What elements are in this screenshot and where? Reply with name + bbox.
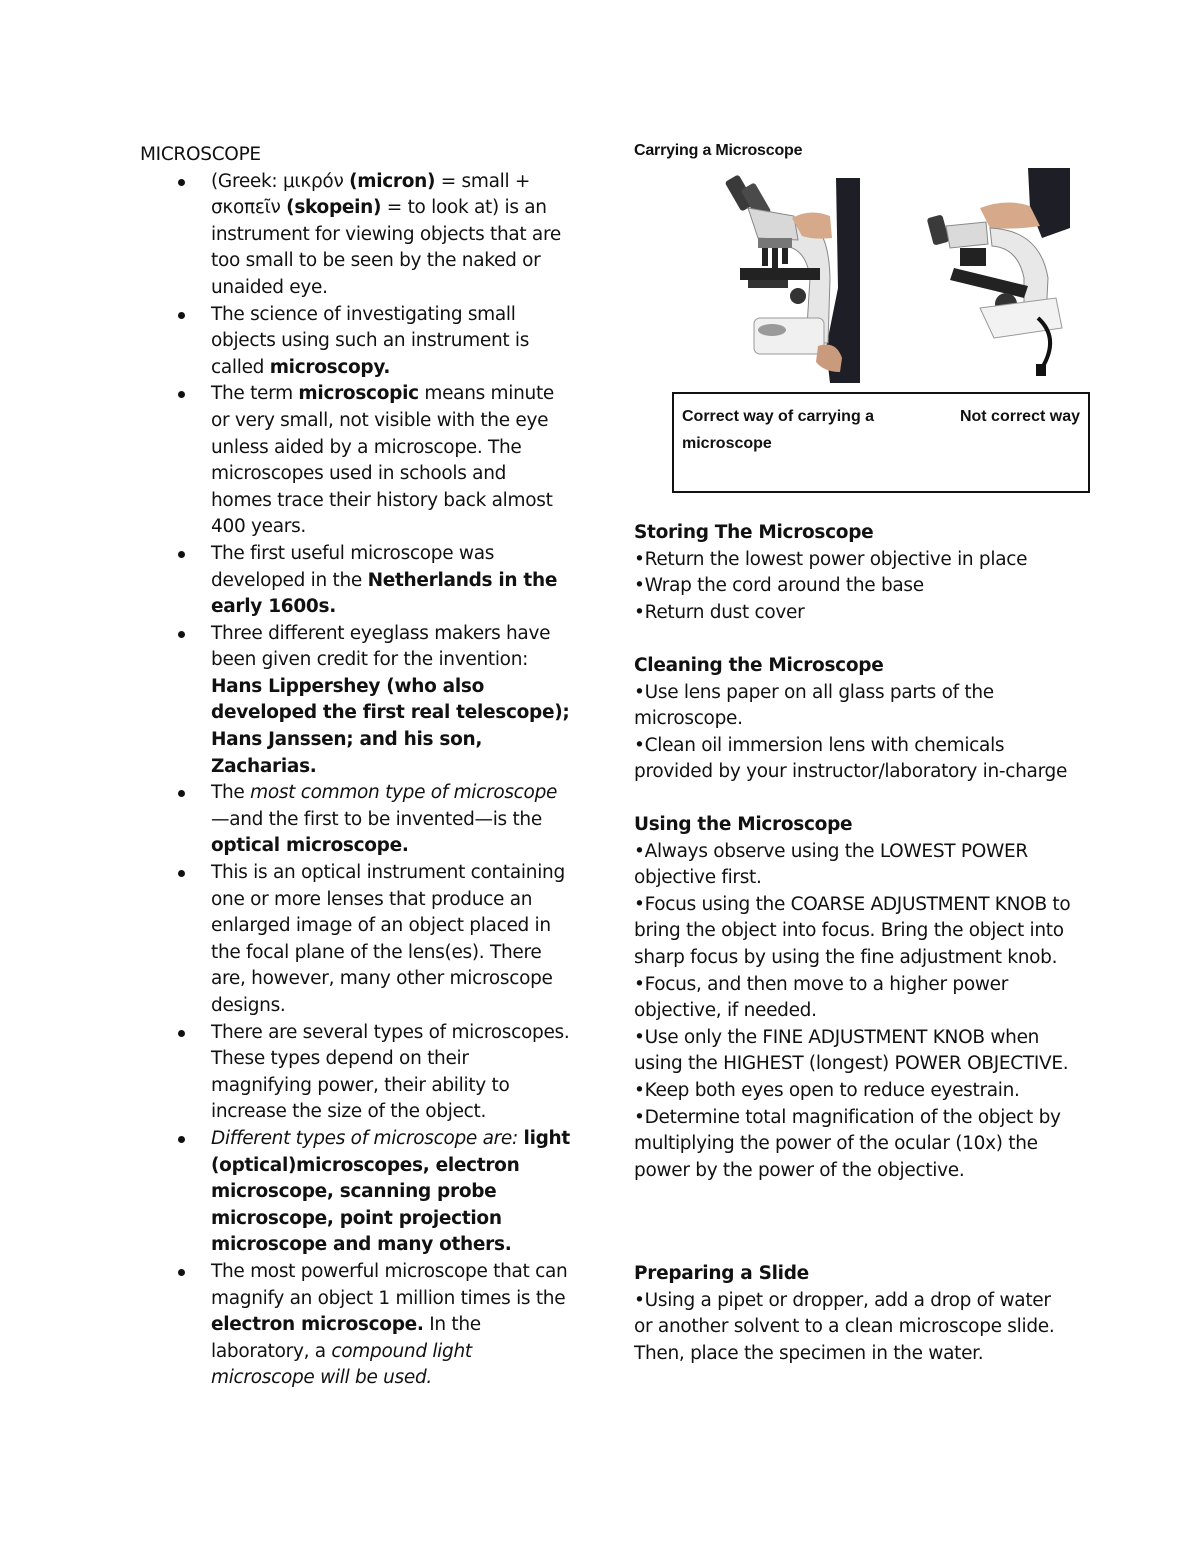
text-run: electron microscope.	[211, 1314, 424, 1336]
storing-section	[634, 520, 1074, 626]
text-run: light (optical)microscopes, electron microscope, scanning probe microscope, point projection microscope and many others.	[211, 1127, 570, 1256]
section-heading: Using the Microscope	[634, 814, 853, 835]
document-title: MICROSCOPE	[140, 144, 261, 165]
text-run: (micron)	[349, 170, 436, 192]
bullet-item	[140, 541, 570, 621]
section-heading: Preparing a Slide	[634, 1263, 809, 1284]
text-run: The science of investigating small objects using such an instrument is called	[211, 303, 530, 378]
text-run: (Greek: μικρόν	[211, 170, 350, 192]
section-line: •Wrap the cord around the base	[634, 575, 924, 597]
caption-correct-way: Correct way of carrying a microscope	[682, 408, 875, 452]
bullet-item	[140, 381, 570, 541]
section-line: •Always observe using the LOWEST POWER objective first.	[634, 840, 1028, 889]
section-line: •Focus using the COARSE ADJUSTMENT KNOB to bring the object into focus. Bring the object into sharp focus by using the fine adjustment knob.	[634, 893, 1071, 968]
text-run: Hans Lippershey (who also developed the first real telescope); Hans Janssen; and his son, Zacharias.	[211, 675, 570, 777]
text-run: = to look at) is an instrument for viewing objects that are too small to be seen by the naked or unaided eye.	[211, 197, 561, 298]
text-run: Netherlands in the early 1600s.	[211, 569, 558, 618]
caption-not-correct-way: Not correct way	[959, 408, 1080, 425]
section-line: •Return the lowest power objective in place	[634, 548, 1028, 570]
microscope-correct-carry-photo	[718, 168, 868, 388]
figure-caption-box	[672, 392, 1090, 493]
section-heading: Cleaning the Microscope	[634, 655, 884, 676]
text-run: microscopic	[298, 383, 419, 405]
section-line: •Keep both eyes open to reduce eyestrain.	[634, 1079, 1020, 1101]
section-line: •Using a pipet or dropper, add a drop of water or another solvent to a clean microscope slide. Then, place the specimen in the water.	[634, 1289, 1055, 1364]
bullet-item	[140, 860, 570, 1020]
text-run: The most powerful microscope that can magnify an object 1 million times is the	[211, 1260, 568, 1309]
section-line: •Use lens paper on all glass parts of the microscope.	[634, 681, 994, 730]
text-run: This is an optical instrument containing one or more lenses that produce an enlarged image of an object placed in the focal plane of the lens(es). There are, however, many other microscope designs.	[211, 862, 565, 1016]
text-run: microscopy.	[269, 356, 391, 378]
text-run: Different types of microscope are:	[211, 1127, 524, 1149]
bullet-item	[140, 780, 570, 860]
section-heading: Storing The Microscope	[634, 522, 874, 543]
text-run: optical microscope.	[211, 835, 409, 857]
text-run: = small + σκοπεῖν	[211, 170, 531, 219]
section-line: •Clean oil immersion lens with chemicals provided by your instructor/laboratory in-charge	[634, 734, 1068, 783]
cleaning-section	[634, 653, 1074, 786]
left-column	[140, 142, 570, 1392]
text-run: most common type of microscope	[250, 782, 558, 804]
figure-block	[634, 142, 1104, 160]
microscope-facts-list	[140, 169, 570, 1392]
bullet-item	[140, 302, 570, 382]
text-run: The term	[211, 383, 299, 405]
bullet-item	[140, 169, 570, 302]
microscope-incorrect-carry-photo	[920, 168, 1070, 378]
section-line: •Return dust cover	[634, 601, 805, 623]
text-run: compound light microscope will be used.	[211, 1340, 472, 1389]
section-line: •Focus, and then move to a higher power objective, if needed.	[634, 973, 1009, 1022]
preparing-slide-section	[634, 1261, 1074, 1367]
section-line: •Determine total magnification of the object by multiplying the power of the ocular (10x) the power by the power of the objective.	[634, 1106, 1061, 1181]
figure-title: Carrying a Microscope	[634, 142, 803, 159]
bullet-item	[140, 1126, 570, 1259]
text-run: (skopein)	[286, 197, 382, 219]
section-line: •Use only the FINE ADJUSTMENT KNOB when using the HIGHEST (longest) POWER OBJECTIVE.	[634, 1026, 1069, 1075]
text-run: —and the first to be invented—is the	[211, 808, 542, 830]
text-run: means minute or very small, not visible with the eye unless aided by a microscope. The microscopes used in schools and homes trace their history back almost 400 years.	[211, 383, 554, 538]
text-run: The first useful microscope was developed in the	[211, 542, 495, 591]
text-run: There are several types of microscopes. These types depend on their magnifying power, their ability to increase the size of the object.	[211, 1021, 570, 1123]
using-section	[634, 812, 1074, 1184]
bullet-item	[140, 1259, 570, 1392]
bullet-item	[140, 621, 570, 781]
text-run: Three different eyeglass makers have been given credit for the invention:	[211, 622, 551, 671]
text-run: In the laboratory, a	[211, 1314, 481, 1362]
bullet-item	[140, 1020, 570, 1126]
text-run: The	[211, 782, 251, 804]
